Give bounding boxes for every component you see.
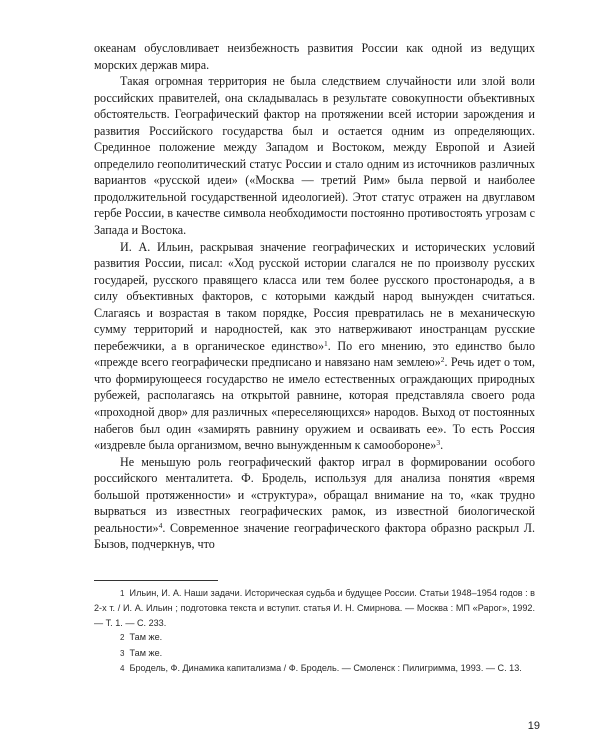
footnote-divider xyxy=(94,580,218,581)
footnote-text: Там же. xyxy=(129,632,163,643)
footnote xyxy=(94,646,535,661)
paragraph xyxy=(94,454,535,553)
footnote-number: 4 xyxy=(120,664,125,674)
page-number: 19 xyxy=(527,720,540,732)
paragraph-text: И. А. Ильин, раскрывая значение географических и исторических условий развития России, писал: «Ход русской истории слагался не по произволу русских государей, русского правящего класса или тем более русского простонародья, а в силу объективных факторов, с которыми каждый народ вынужден считаться. Слагаясь и возрастая в таком порядке, Россия превратилась не в механическую сумму территорий и народностей, как это натверживают иностранцам русские перебежчики, а в органическое единство» xyxy=(94,239,535,353)
footnote-ref[interactable]: 3 xyxy=(436,438,441,448)
paragraph xyxy=(94,239,535,454)
footnote-text: Бродель, Ф. Динамика капитализма / Ф. Бродель. — Смоленск : Пилигримма, 1993. — С. 13. xyxy=(129,663,522,674)
footnote xyxy=(94,586,535,630)
paragraph-text: . xyxy=(440,438,444,453)
paragraph-text: . Современное значение географического фактора образно раскрыл Л. Бызов, подчеркнув, что xyxy=(94,520,535,552)
paragraph: океанам обусловливает неизбежность развития России как одной из ведущих морских держав мира. xyxy=(94,41,535,72)
main-text xyxy=(94,40,535,553)
footnote-text: Ильин, И. А. Наши задачи. Историческая судьба и будущее России. Статьи 1948–1954 годов : в 2-х т. / И. А. Ильин ; подготовка текста и вступит. статья И. Н. Смирнова. — Москва : МП «Рарог», 1992. — Т. 1. — С. 233. xyxy=(94,588,536,628)
footnotes xyxy=(94,586,535,676)
paragraph: Такая огромная территория не была следствием случайности или злой воли российских правителей, она складывалась в результате совокупности объективных обстоятельств. Географический фактор на протяжении всей истории зарождения и развития Российского государства был и остается одним из определяющих. Срединное положение между Западом и Востоком, между Европой и Азией определило геополитический статус России и стало одним из источников различных вариантов «русской идеи» («Москва — третий Рим» была первой и наиболее продолжительной государственной идеологией). Этот статус отражен на двуглавом гербе России, в качестве символа необходимости постоянно противостоять угрозам с Запада и Востока. xyxy=(94,74,535,238)
footnote xyxy=(94,630,535,645)
footnote-ref[interactable]: 1 xyxy=(324,338,328,348)
footnote-number: 3 xyxy=(120,648,125,658)
paragraph-text: Не меньшую роль географический фактор играл в формировании особого российского менталитета. Ф. Бродель, используя для анализа понятия «время большой протяженности» и «структура», обращал внимание на то, «как трудно вырваться из известных географических рамок, из известной биологической реальности» xyxy=(94,454,535,535)
footnote-number: 1 xyxy=(120,589,125,598)
paragraph-text: . Речь идет о том, что формирующееся государство не имело естественных ограждающих природных рубежей, располагаясь на открытой равнине, которая представляла своего рода «проходной двор» для различных «переселяющихся» народов. Выход от постоянных набегов был один «замирять равнину оружием и осваивать ее». То есть Россия «издревле была организмом, вечно вынужденным к самообороне» xyxy=(94,355,535,453)
footnote xyxy=(94,661,535,676)
footnote-ref[interactable]: 2 xyxy=(440,355,445,365)
paragraph-text: . По его мнению, это единство было «прежде всего географически предписано и навязано нам землею» xyxy=(94,338,535,370)
footnote-ref[interactable]: 4 xyxy=(158,520,163,530)
footnote-number: 2 xyxy=(120,633,125,643)
footnote-text: Там же. xyxy=(129,647,163,658)
